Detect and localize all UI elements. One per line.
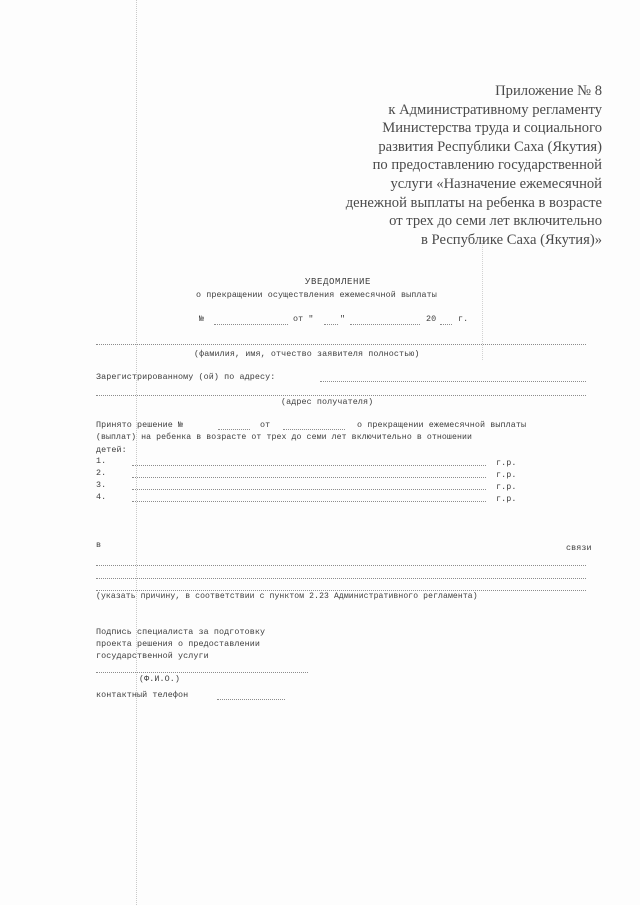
- fio-caption: (фамилия, имя, отчество заявителя полностью): [194, 349, 420, 359]
- year-suffix: г.: [458, 314, 469, 324]
- fio-blank: [96, 344, 586, 345]
- reason-blank: [96, 565, 586, 566]
- child-number: 1.: [96, 456, 107, 466]
- decision-line3: детей:: [96, 445, 127, 455]
- child-blank: [132, 489, 486, 490]
- address-caption: (адрес получателя): [281, 397, 374, 407]
- reason-caption: (указать причину, в соответствии с пунктом 2.23 Административного регламента): [96, 592, 478, 601]
- decision-line1-b: от: [260, 420, 271, 430]
- reason-prefix: в: [96, 540, 102, 550]
- reason-suffix: связи: [566, 543, 592, 553]
- number-sign: №: [199, 314, 205, 324]
- phone-label: контактный телефон: [96, 690, 189, 700]
- day-blank: [324, 324, 338, 325]
- decision-line1-a: Принято решение №: [96, 420, 184, 430]
- appendix-header: [322, 82, 602, 249]
- month-blank: [350, 324, 420, 325]
- address-blank: [320, 381, 586, 382]
- specialist-line: государственной услуги: [96, 651, 209, 661]
- registered-label: Зарегистрированному (ой) по адресу:: [96, 372, 276, 382]
- decision-line2: (выплат) на ребенка в возрасте от трех до семи лет включительно в отношении: [96, 433, 472, 442]
- child-blank: [132, 501, 486, 502]
- appendix-line: услуги «Назначение ежемесячной: [390, 175, 602, 192]
- child-suffix: г.р.: [496, 470, 517, 480]
- reason-blank: [96, 590, 586, 591]
- child-suffix: г.р.: [496, 494, 517, 504]
- year-prefix: 20: [426, 314, 437, 324]
- child-number: 2.: [96, 468, 107, 478]
- quote-close: ": [340, 314, 346, 324]
- child-number: 4.: [96, 492, 107, 502]
- notice-subtitle: о прекращении осуществления ежемесячной выплаты: [196, 290, 437, 300]
- appendix-line: денежной выплаты на ребенка в возрасте: [345, 194, 602, 211]
- appendix-line: Министерства труда и социального: [382, 120, 602, 137]
- fold-line: [482, 240, 483, 360]
- child-number: 3.: [96, 480, 107, 490]
- appendix-line: по предоставлению государственной: [372, 157, 602, 174]
- child-blank: [132, 465, 486, 466]
- reason-blank: [96, 578, 586, 579]
- address-blank-2: [96, 395, 586, 396]
- appendix-line: Приложение № 8: [495, 83, 602, 99]
- child-suffix: г.р.: [496, 482, 517, 492]
- decision-number-blank: [218, 429, 250, 430]
- notice-title: УВЕДОМЛЕНИЕ: [305, 277, 372, 287]
- signature-blank: [96, 672, 308, 673]
- child-suffix: г.р.: [496, 458, 517, 468]
- decision-date-blank: [283, 429, 345, 430]
- date-from: от ": [293, 314, 314, 324]
- appendix-line: к Административному регламенту: [388, 101, 602, 118]
- decision-line1-c: о прекращении ежемесячной выплаты: [357, 420, 527, 430]
- appendix-line: в Республике Саха (Якутия)»: [421, 231, 602, 248]
- fio-short: (Ф.И.О.): [139, 674, 181, 684]
- specialist-line: Подпись специалиста за подготовку: [96, 627, 266, 637]
- year-blank: [440, 324, 452, 325]
- fold-line: [136, 0, 137, 905]
- appendix-line: от трех до семи лет включительно: [389, 213, 602, 230]
- appendix-line: развития Республики Саха (Якутия): [378, 138, 602, 155]
- child-blank: [132, 477, 486, 478]
- specialist-line: проекта решения о предоставлении: [96, 639, 261, 649]
- number-blank: [214, 324, 288, 325]
- phone-blank: [217, 699, 285, 700]
